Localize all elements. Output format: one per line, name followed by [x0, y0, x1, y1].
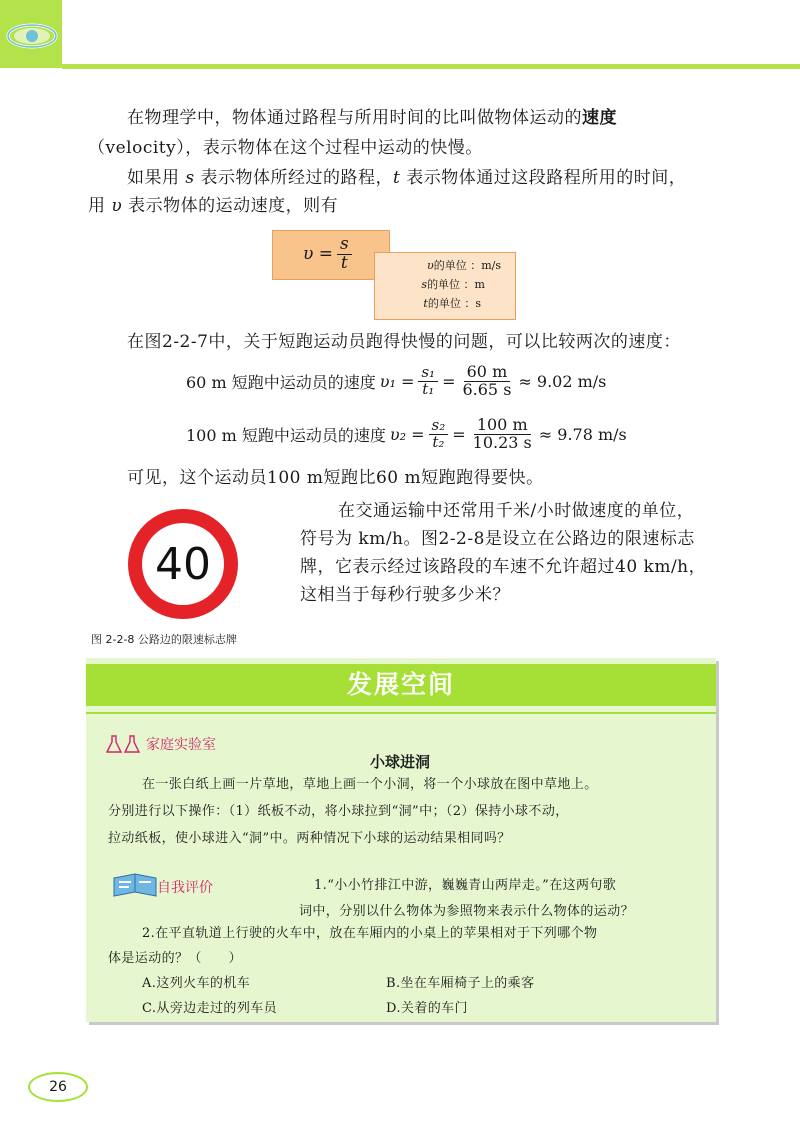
intro-line-1: 在物理学中，物体通过路程与所用时间的比叫做物体运动的速度 [127, 108, 617, 128]
question-1-line-1: 1.“小小竹排江中游，巍巍青山两岸走。”在这两句歌 [314, 878, 617, 893]
intro-line-3: 如果用 s 表示物体所经过的路程，t 表示物体通过这段路程所用的时间， [127, 168, 687, 188]
lab-line-2: 分别进行以下操作：（1）纸板不动，将小球拉到“洞”中；（2）保持小球不动， [108, 804, 569, 819]
traffic-line-4: 这相当于每秒行驶多少米？ [300, 585, 510, 605]
equation-60m: 60 m 短跑中运动员的速度 υ₁ = $\frac{\text{s₁}}{\text{t₁}}$ = $\frac{60 m}{6.65 s}$ ≈ 9.02 m/s [186, 361, 607, 399]
compare-intro: 在图2-2-7中，关于短跑运动员跑得快慢的问题，可以比较两次的速度： [127, 332, 681, 352]
question-1-line-2: 词中，分别以什么物体为参照物来表示什么物体的运动？ [299, 904, 635, 919]
speed-limit-sign [128, 509, 238, 619]
unit-s: s的单位 ：m [421, 278, 485, 291]
velocity-formula-box [272, 230, 390, 280]
term-velocity: 速度 [582, 108, 617, 128]
book-icon [110, 870, 160, 900]
traffic-line-1: 在交通运输中还常用千米/小时做速度的单位， [338, 501, 695, 521]
equation-100m: 100 m 短跑中运动员的速度 υ₂ = $\frac{\text{s₂}}{\text{t₂}}$ = $\frac{100 m}{10.23 s}$ ≈ 9.78 m/s [186, 414, 627, 452]
option-b: B.坐在车厢椅子上的乘客 [386, 976, 535, 991]
traffic-line-3: 牌，它表示经过该路段的车速不允许超过40 km/h， [300, 557, 707, 577]
lab-title: 小球进洞 [369, 753, 430, 771]
header-green-line [62, 64, 800, 69]
intro-line-2: （velocity），表示物体在这个过程中运动的快慢。 [88, 138, 483, 158]
intro-line-4: 用 υ 表示物体的运动速度，则有 [88, 196, 339, 216]
question-2-line-1: 2.在平直轨道上行驶的火车中，放在车厢内的小桌上的苹果相对于下列哪个物 [142, 926, 598, 941]
formula-lhs: υ = [303, 244, 333, 265]
planet-logo-icon [4, 14, 60, 56]
development-title: 发展空间 [346, 670, 455, 699]
traffic-line-2: 符号为 km/h。图2-2-8是设立在公路边的限速标志 [300, 529, 695, 549]
unit-t: t的单位 ：s [423, 297, 481, 310]
page-number: 26 [28, 1072, 88, 1102]
formula-denominator: t [340, 252, 348, 273]
speed-limit-value: 40 [142, 523, 224, 605]
self-evaluation-label: 自我评价 [157, 880, 213, 896]
option-a: A.这列火车的机车 [142, 976, 251, 991]
compare-conclusion: 可见，这个运动员100 m短跑比60 m短跑跑得要快。 [127, 468, 544, 488]
units-box [374, 252, 516, 320]
formula-numerator: s [337, 236, 352, 255]
lab-line-3: 拉动纸板，使小球进入“洞”中。两种情况下小球的运动结果相同吗？ [108, 831, 511, 846]
option-d: D.关着的车门 [386, 1001, 468, 1016]
figure-caption: 图 2-2-8 公路边的限速标志牌 [91, 633, 237, 646]
lab-line-1: 在一张白纸上画一片草地，草地上画一个小洞，将一个小球放在图中草地上。 [142, 777, 598, 792]
home-lab-label: 家庭实验室 [146, 737, 216, 753]
unit-v: υ的单位 ：m/s [427, 259, 501, 272]
option-c: C.从旁边走过的列车员 [142, 1001, 278, 1016]
question-2-line-2: 体是运动的？（ ） [108, 951, 243, 966]
development-stripe [86, 712, 716, 714]
